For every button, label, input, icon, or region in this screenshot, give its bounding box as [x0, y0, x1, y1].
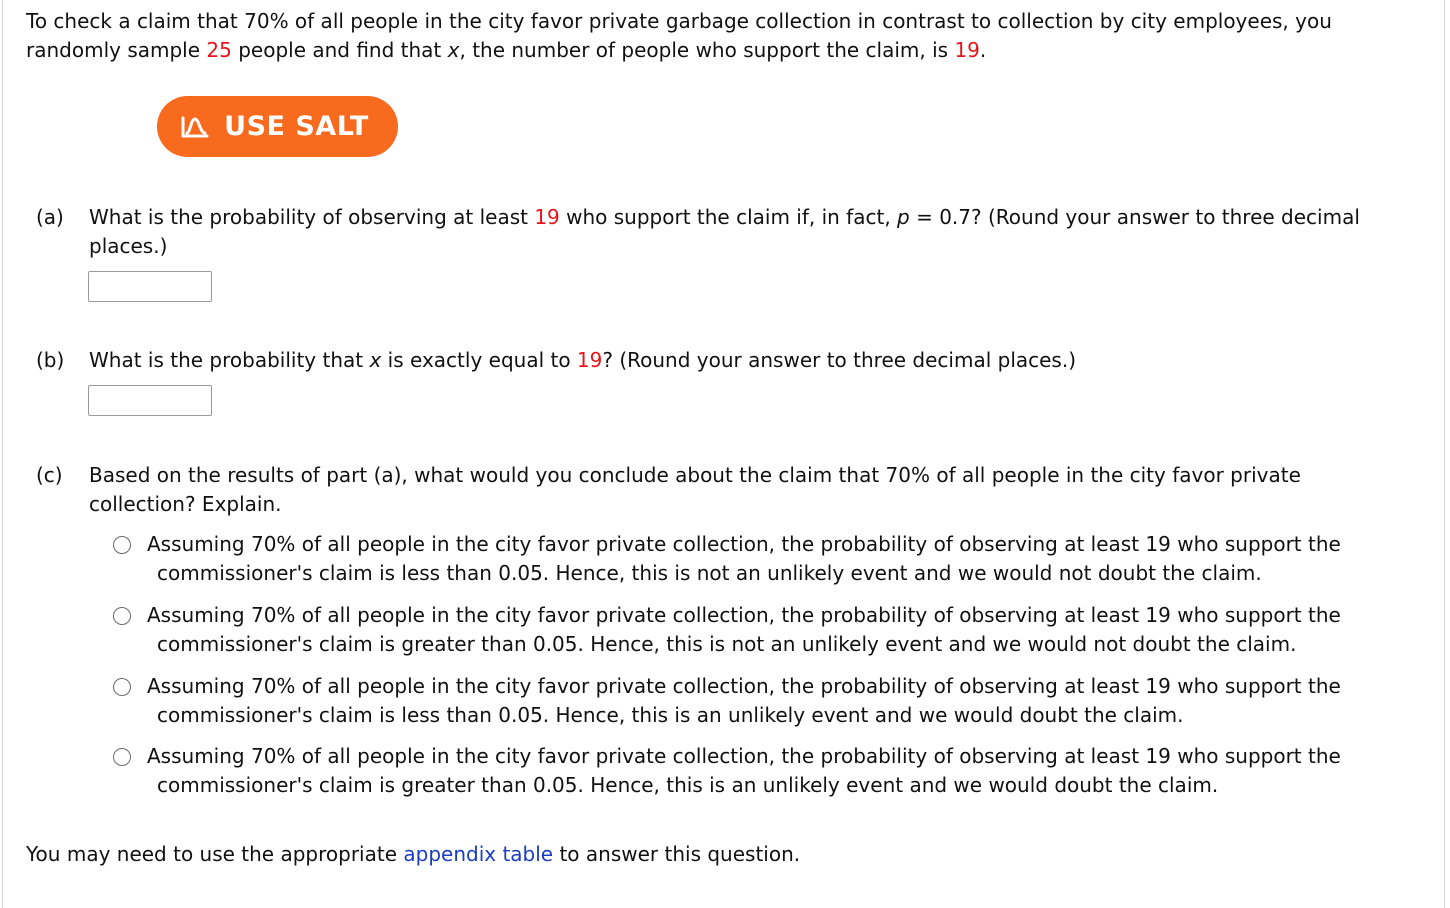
- choice-text: Assuming 70% of all people in the city favor private collection, the probability of observing at least 19 who support the: [147, 532, 1341, 556]
- question-text: Based on the results of part (a), what would you conclude about the claim that 70% of all people in the city favor private: [89, 463, 1301, 487]
- intro-line-2: [26, 36, 1421, 65]
- radio-button[interactable]: [113, 607, 131, 625]
- sample-size-value: 25: [206, 38, 232, 62]
- radio-button[interactable]: [113, 748, 131, 766]
- variable-p: p: [897, 205, 910, 229]
- choice-text: commissioner's claim is greater than 0.05. Hence, this is an unlikely event and we would doubt the claim.: [157, 773, 1219, 797]
- appendix-table-link[interactable]: appendix table: [403, 842, 554, 866]
- question-text: places.): [89, 234, 168, 258]
- use-salt-label: USE SALT: [224, 111, 369, 142]
- intro-text: , the number of people who support the claim, is: [459, 38, 955, 62]
- count-value: 19: [954, 38, 980, 62]
- intro-text: people and find that: [231, 38, 448, 62]
- choice-text: commissioner's claim is less than 0.05. Hence, this is an unlikely event and we would doubt the claim.: [157, 703, 1184, 727]
- part-b-value: 19: [576, 348, 603, 372]
- question-text: who support the claim if, in fact,: [559, 205, 898, 229]
- part-a-answer-input[interactable]: [88, 271, 212, 302]
- part-a-value: 19: [534, 205, 560, 229]
- variable-x: x: [447, 38, 460, 62]
- part-b-answer-input[interactable]: [88, 385, 212, 416]
- choice-text: commissioner's claim is less than 0.05. Hence, this is not an unlikely event and we would not doubt the claim.: [157, 561, 1262, 585]
- use-salt-button[interactable]: [157, 96, 398, 157]
- part-c-label: (c): [36, 463, 63, 487]
- part-c-question: [89, 461, 1429, 519]
- question-text: = 0.7? (Round your answer to three decimal: [909, 205, 1360, 229]
- question-text: What is the probability of observing at least: [89, 205, 535, 229]
- question-intro: [26, 7, 1421, 65]
- choice-text: commissioner's claim is greater than 0.05. Hence, this is not an unlikely event and we would not doubt the claim.: [157, 632, 1297, 656]
- footer-text: You may need to use the appropriate: [26, 842, 404, 866]
- part-b-label: (b): [36, 348, 65, 372]
- choice-text: Assuming 70% of all people in the city favor private collection, the probability of observing at least 19 who support the: [147, 744, 1341, 768]
- part-a-question: [89, 203, 1429, 261]
- intro-line-1: [26, 7, 1421, 36]
- salt-logo-icon: [180, 114, 210, 140]
- radio-button[interactable]: [113, 536, 131, 554]
- intro-text: .: [979, 38, 987, 62]
- radio-button[interactable]: [113, 678, 131, 696]
- part-b-question: [89, 346, 1429, 375]
- footer-note: [26, 840, 800, 869]
- footer-text: to answer this question.: [553, 842, 801, 866]
- question-text: is exactly equal to: [381, 348, 577, 372]
- choice-text: Assuming 70% of all people in the city favor private collection, the probability of observing at least 19 who support the: [147, 603, 1341, 627]
- question-text: What is the probability that: [89, 348, 370, 372]
- choice-text: Assuming 70% of all people in the city favor private collection, the probability of observing at least 19 who support the: [147, 674, 1341, 698]
- intro-text: To check a claim that 70% of all people in the city favor private garbage collection in contrast to collection by city employees, you: [26, 9, 1332, 33]
- intro-text: randomly sample: [26, 38, 207, 62]
- part-a-label: (a): [36, 205, 64, 229]
- question-text: ? (Round your answer to three decimal places.): [602, 348, 1077, 372]
- variable-x: x: [369, 348, 382, 372]
- question-text: collection? Explain.: [89, 492, 282, 516]
